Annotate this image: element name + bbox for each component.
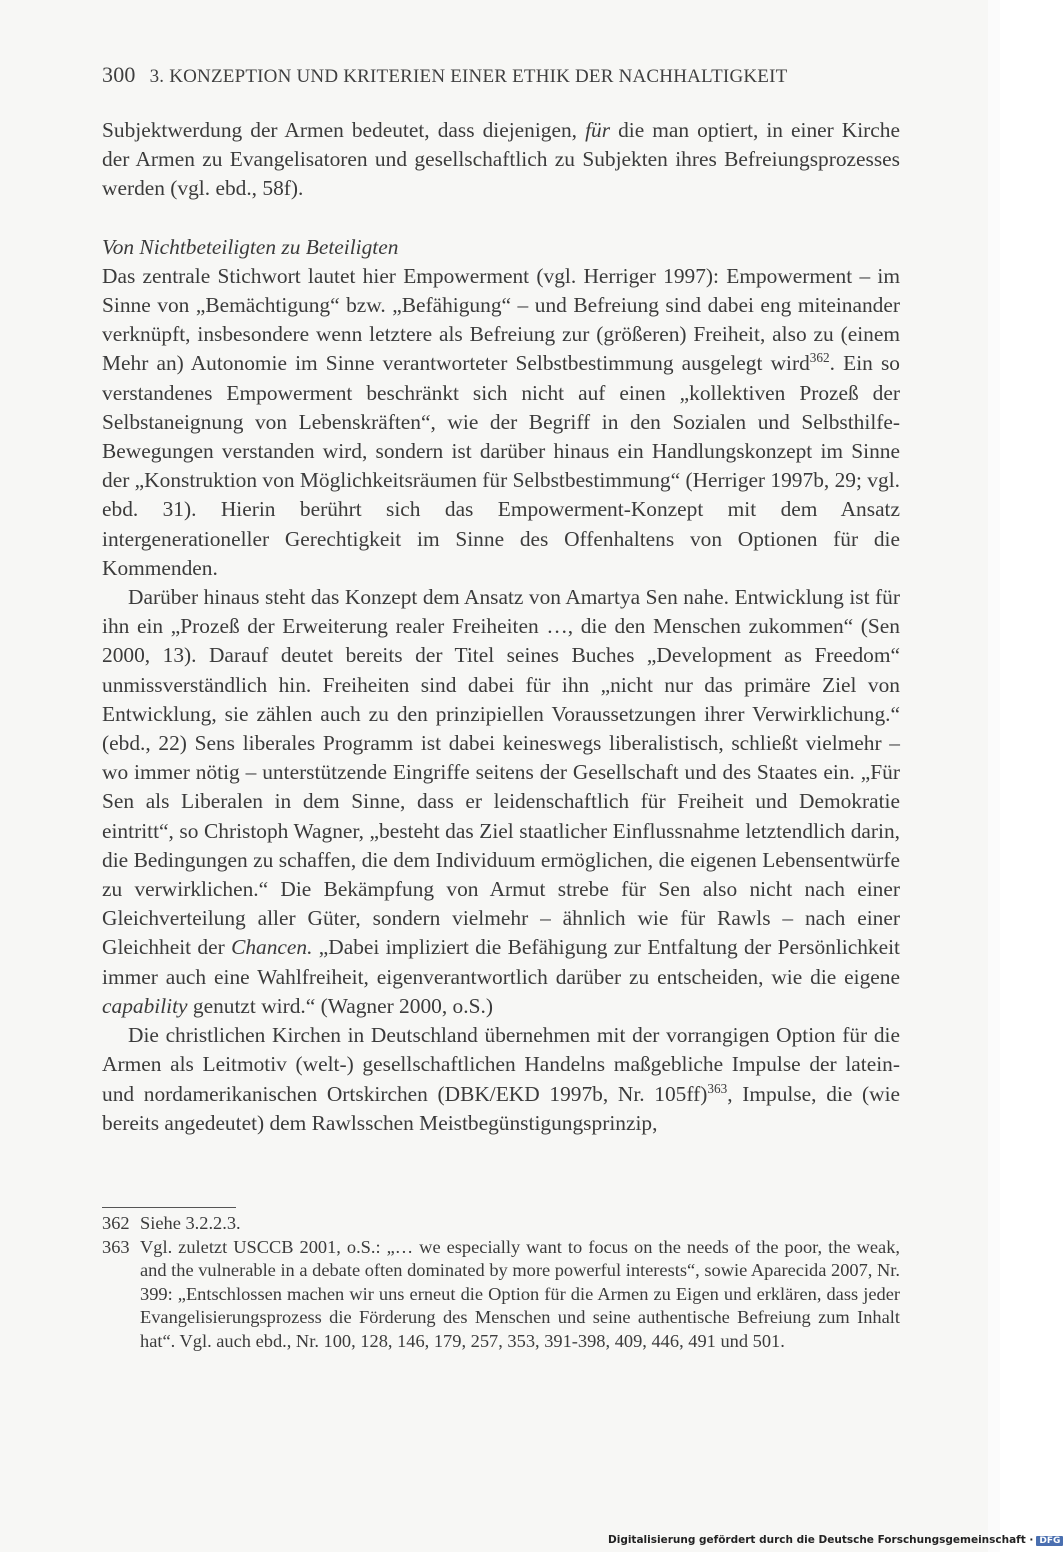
paragraph-1-text-a: Subjektwerdung der Armen bedeutet, dass diejenigen,: [102, 118, 586, 142]
paragraph-2-text-a: Das zentrale Stichwort lautet hier Empowerment (vgl. Herriger 1997): Empowerment – im Sinne von „Bemächtigung“ bzw. „Befähigung“ – und Befreiung sind dabei eng miteinander verknüpft, insbesondere wenn letztere als Befreiung zur (größeren) Freiheit, also zu (einem Mehr an) Autonomie im Sinne verantworteter Selbstbestimmung ausgelegt wird: [102, 263, 900, 376]
footnote-divider: [102, 1207, 236, 1208]
body-text: [102, 116, 900, 1138]
paragraph-3: [102, 583, 900, 1021]
footnote-text: Siehe 3.2.2.3.: [140, 1213, 241, 1233]
paragraph-3-text-e: genutzt wird.“ (Wagner 2000, o.S.): [187, 993, 493, 1018]
section-spacer: [102, 204, 900, 233]
section-subheading: Von Nichtbeteiligten zu Beteiligten: [102, 234, 399, 259]
footnotes: [102, 1212, 900, 1354]
paragraph-4-text-b: , Impulse, die (wie bereits angedeutet) dem Rawlsschen Meistbegünstigungsprinzip,: [102, 1081, 901, 1135]
page-edge: [988, 0, 1000, 1552]
footnote-text: Vgl. zuletzt USCCB 2001, o.S.: „… we especially want to focus on the needs of the poor, the weak, and the vulnerable in a debate often dominated by more powerful interests“, sowie Aparecida 2007, Nr. 399: „Entschlossen machen wir uns erneut die Option für die Armen zu Eigen und erklären, dass jeder Evangelisierungsprozess die Förderung des Menschen und seine authentische Befreiung zum Inhalt hat“. Vgl. auch ebd., Nr. 100, 128, 146, 179, 257, 353, 391-398, 409, 446, 491 und 501.: [140, 1236, 900, 1351]
paragraph-2: [102, 262, 900, 583]
paragraph-1: [102, 116, 900, 204]
page-number: 300: [102, 62, 136, 87]
footnote-number: 363: [102, 1236, 130, 1257]
paragraph-4: [102, 1021, 900, 1138]
paragraph-3-emphasis-chancen: Chancen.: [231, 935, 313, 960]
digitization-credit: [608, 1534, 1061, 1552]
paragraph-1-text-c: die man optiert, in einer Kirche der Armen zu Evangelisatoren und gesellschaftlich zu Subjekten ihres Befreiungsprozesses werden (vgl. ebd., 58f).: [102, 118, 900, 201]
credit-text: Digitalisierung gefördert durch die Deutsche Forschungsgemeinschaft ·: [608, 1534, 1034, 1546]
paragraph-2-text-b: . Ein so verstandenes Empowerment beschränkt sich nicht auf einen „kollektiven Prozeß der Selbstaneignung von Lebenskräften“, wie der Begriff in den Sozialen und Selbsthilfe-Bewegungen verstanden wird, sondern ist darüber hinaus ein Handlungskonzept im Sinne der „Konstruktion von Möglichkeitsräumen für Selbstbestimmung“ (Herriger 1997b, 29; vgl. ebd. 31). Hierin berührt sich das Empowerment-Konzept mit dem Ansatz intergenerationeller Gerechtigkeit im Sinne des Offenhaltens von Optionen für die Kommenden.: [102, 351, 900, 580]
footnote-number: 362: [102, 1213, 130, 1233]
footnote-363: [102, 1236, 900, 1354]
footnote-ref-362: 362: [809, 350, 830, 366]
paragraph-3-emphasis-capability: capability: [102, 993, 188, 1018]
chapter-title: 3. KONZEPTION UND KRITERIEN EINER ETHIK DER NACHHALTIGKEIT: [149, 66, 788, 87]
paragraph-3-text-a: Darüber hinaus steht das Konzept dem Ansatz von Amartya Sen nahe. Entwicklung ist für ihn ein „Prozeß der Erweiterung realer Freiheiten …, die den Menschen zukommen“ (Sen 2000, 13). Darauf deutet bereits der Titel seines Buches „Development as Freedom“ unmissverständlich hin. Freiheiten sind dabei für ihn „nicht nur das primäre Ziel von Entwicklung, sie zählen auch zu den prinzipiellen Voraussetzungen ihrer Verwirklichung.“ (ebd., 22) Sens liberales Programm ist dabei keineswegs liberalistisch, schließt vielmehr – wo immer nötig – unterstützende Eingriffe seitens der Gesellschaft und des Staates ein. „Für Sen als Liberalen in dem Sinne, dass er leidenschaftlich für Freiheit und Demokratie eintritt“, so Christoph Wagner, „besteht das Ziel staatlicher Einflussnahme letztendlich darin, die Bedingungen zu schaffen, die dem Individuum ermöglichen, die eigenen Lebensentwürfe zu verwirklichen.“ Die Bekämpfung von Armut strebe für Sen also nicht nach einer Gleichverteilung aller Güter, sondern vielmehr – ähnlich wie für Rawls – nach einer Gleichheit der: [102, 585, 900, 960]
paragraph-3-text-c: „Dabei impliziert die Befähigung zur Entfaltung der Persönlichkeit immer auch eine Wahlfreiheit, eigenverantwortlich darüber zu entscheiden, wie die eigene: [102, 935, 900, 989]
paragraph-4-text-a: Die christlichen Kirchen in Deutschland übernehmen mit der vorrangigen Option für die Armen als Leitmotiv (welt-) gesellschaftlichen Handelns maßgebliche Impulse der latein- und nordamerikanischen Ortskirchen (DBK/EKD 1997b, Nr. 105ff): [102, 1023, 900, 1106]
footnote-ref-363: 363: [707, 1080, 728, 1096]
footnote-362: [102, 1212, 900, 1236]
dfg-logo: DFG: [1036, 1536, 1063, 1546]
paragraph-1-emphasis: für: [585, 118, 611, 142]
running-head: [102, 62, 902, 92]
